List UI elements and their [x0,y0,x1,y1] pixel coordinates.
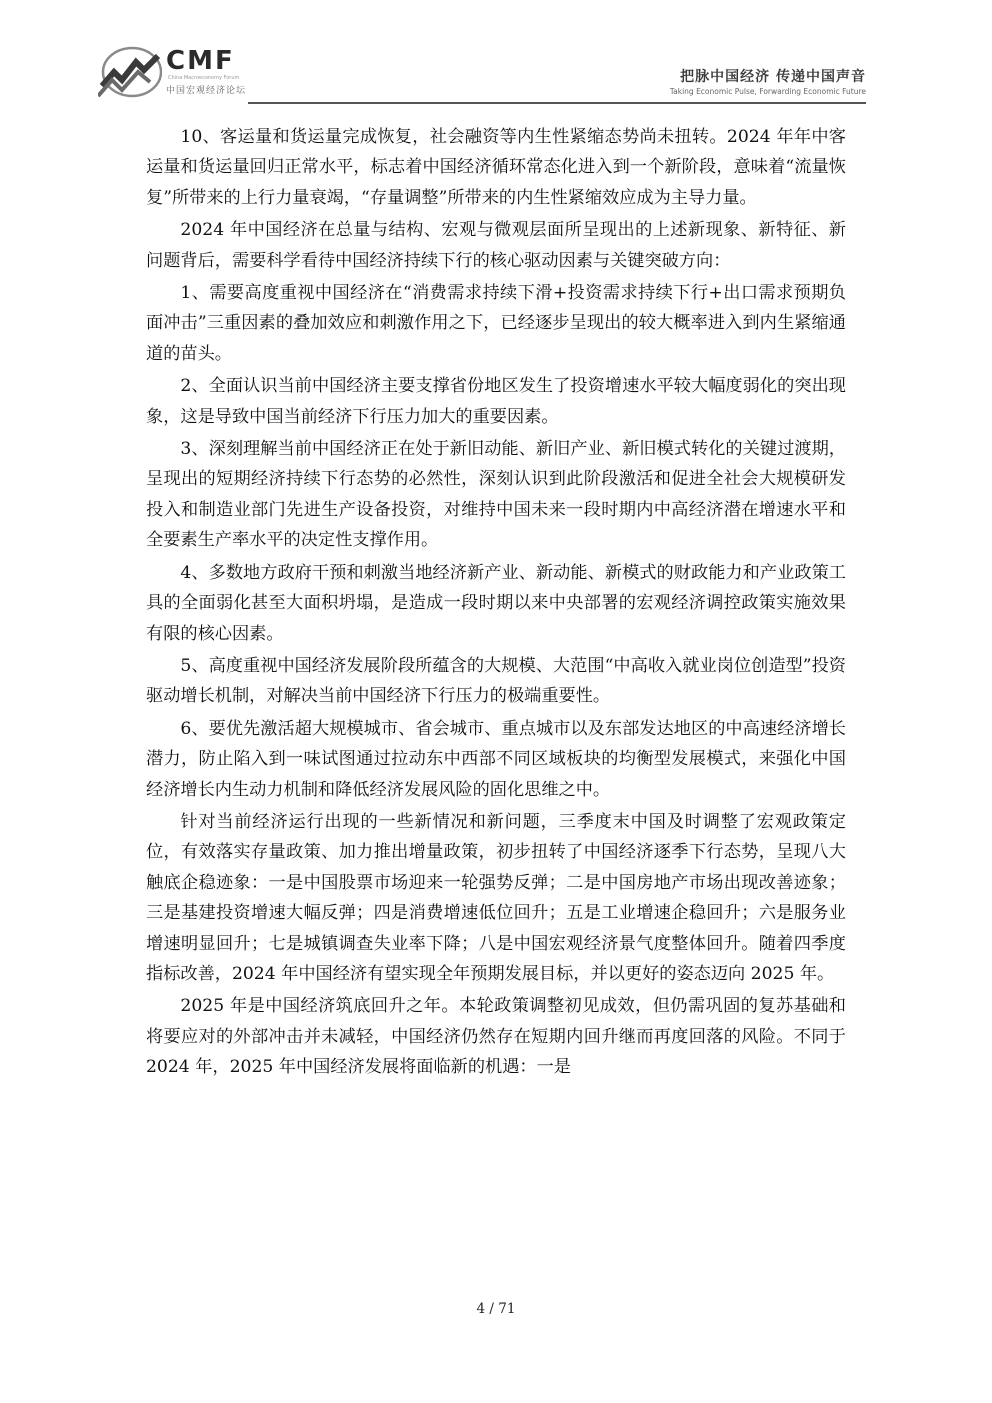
page-number: 4 / 71 [476,1301,516,1317]
logo-text: CMF [166,46,235,76]
page-header [98,40,866,102]
paragraph: 2、全面认识当前中国经济主要支撑省份地区发生了投资增速水平较大幅度弱化的突出现象，这是导致中国当前经济下行压力加大的重要因素。 [146,376,846,427]
paragraph: 2025 年是中国经济筑底回升之年。本轮政策调整初见成效，但仍需巩固的复苏基础和将要应对的外部冲击并未减轻，中国经济仍然存在短期内回升继而再度回落的风险。不同于 2024 年，2025 年中国经济发展将面临新的机遇：一是 [146,996,846,1078]
logo-english-name: China Macroeconomy Forum [168,75,240,81]
cmf-logo [98,40,298,102]
paragraph: 5、高度重视中国经济发展阶段所蕴含的大规模、大范围“中高收入就业岗位创造型”投资驱动增长机制，对解决当前中国经济下行压力的极端重要性。 [146,655,846,707]
paragraph: 2024 年中国经济在总量与结构、宏观与微观层面所呈现出的上述新现象、新特征、新问题背后，需要科学看待中国经济持续下行的核心驱动因素与关键突破方向： [146,220,846,271]
slogan-english: Taking Economic Pulse, Forwarding Economic Future [669,87,866,96]
paragraph: 针对当前经济运行出现的一些新情况和新问题，三季度末中国及时调整了宏观政策定位，有效落实存量政策、加力推出增量政策，初步扭转了中国经济逐季下行态势，呈现八大触底企稳迹象：一是中国股票市场迎来一轮强势反弹；二是中国房地产市场出现改善迹象；三是基建投资增速大幅反弹；四是消费增速低位回升；五是工业增速企稳回升；六是服务业增速明显回升；七是城镇调查失业率下降；八是中国宏观经济景气度整体回升。随着四季度指标改善，2024 年中国经济有望实现全年预期发展目标，并以更好的姿态迈向 2025 年。 [146,811,846,984]
paragraph: 10、客运量和货运量完成恢复，社会融资等内生性紧缩态势尚未扭转。2024 年年中客运量和货运量回归正常水平，标志着中国经济循环常态化进入到一个新阶段，意味着“流量恢复”所带来的上行力量衰竭，“存量调整”所带来的内生性紧缩效应成为主导力量。 [146,127,846,208]
paragraph: 6、要优先激活超大规模城市、省会城市、重点城市以及东部发达地区的中高速经济增长潜力，防止陷入到一味试图通过拉动东中西部不同区域板块的均衡型发展模式，来强化中国经济增长内生动力机制和降低经济发展风险的固化思维之中。 [146,718,846,800]
logo-chinese-name: 中国宏观经济论坛 [166,86,247,96]
paragraph: 3、深刻理解当前中国经济正在处于新旧动能、新旧产业、新旧模式转化的关键过渡期，呈现出的短期经济持续下行态势的必然性，深刻认识到此阶段激活和促进全社会大规模研发投入和制造业部门先进生产设备投资，对维持中国未来一段时期内中高经济潜在增速水平和全要素生产率水平的决定性支撑作用。 [146,439,846,551]
paragraph: 1、需要高度重视中国经济在“消费需求持续下滑+投资需求持续下行+出口需求预期负面冲击”三重因素的叠加效应和刺激作用之下，已经逐步呈现出的较大概率进入到内生紧缩通道的苗头。 [146,283,846,364]
cmf-logo-icon [98,46,162,98]
slogan-chinese: 把脉中国经济 传递中国声音 [680,69,866,85]
header-divider [248,102,866,104]
paragraph: 4、多数地方政府干预和刺激当地经济新产业、新动能、新模式的财政能力和产业政策工具的全面弱化甚至大面积坍塌，是造成一段时期以来中央部署的宏观经济调控政策实施效果有限的核心因素。 [146,562,846,644]
header-slogan [670,66,866,96]
document-body [146,122,846,1085]
